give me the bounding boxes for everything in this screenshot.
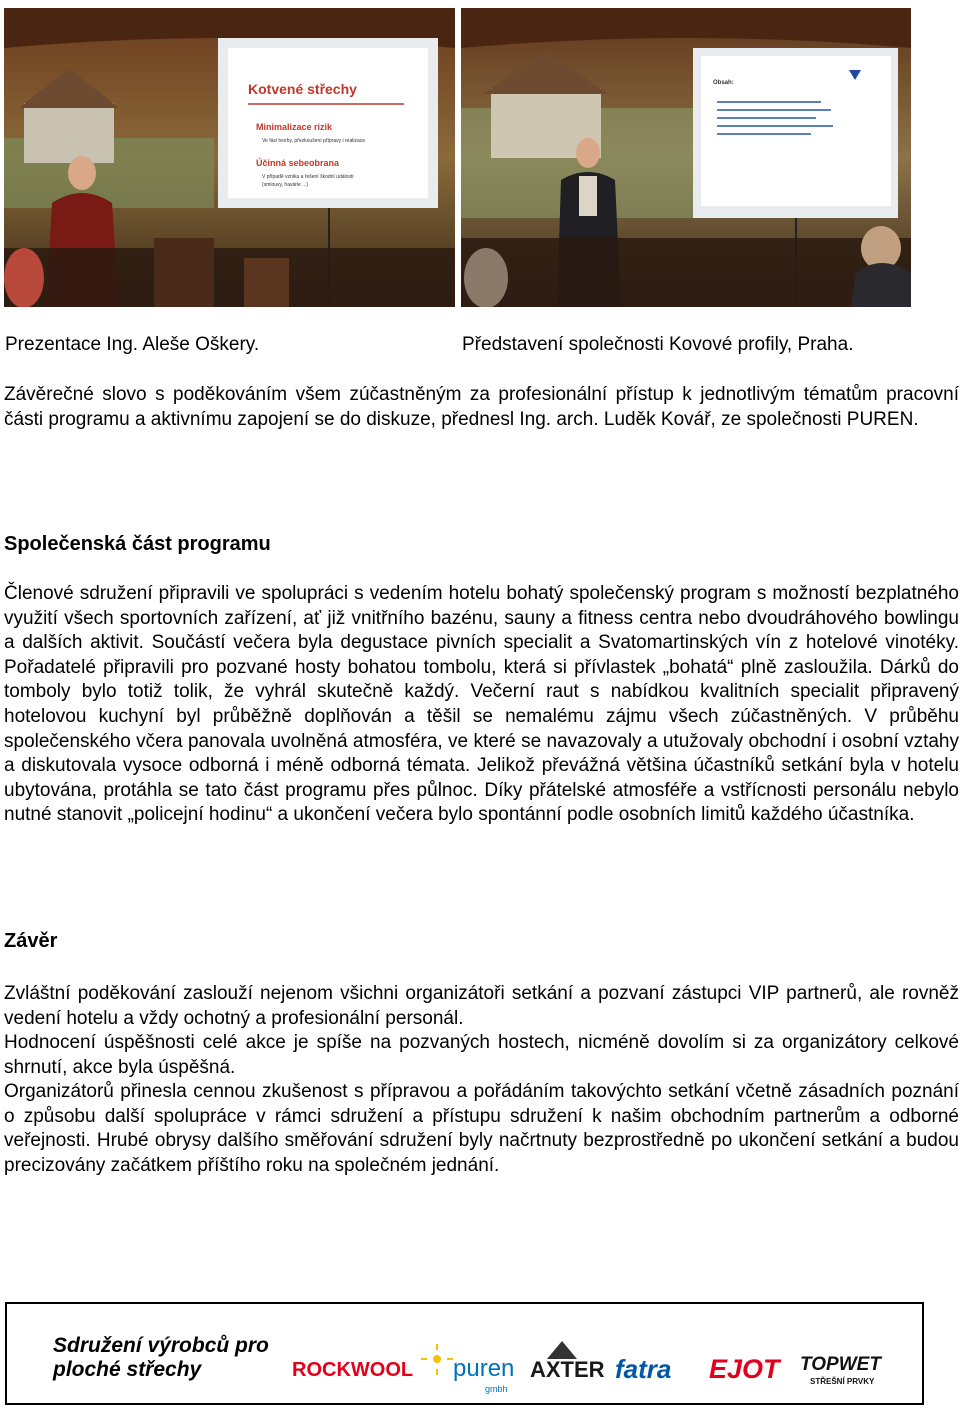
presentation-photo-left-image (4, 8, 455, 307)
slide-note-2: V případě vzniku a řešení škodní události (262, 174, 354, 180)
topwet-logo (800, 1354, 882, 1386)
conclusion-paragraph-3: Organizátorů přinesla cennou zkušenost s přípravou a pořádáním takovýchto setkání včetně zásadních poznání o způsobu další spolupráce v rámci sdružení a přístupu sdružení k našim obchodním partnerům a odborné veřejnosti. Hrubé obrysy dalšího směřování sdružení byly načrtnuty bezprostředně po ukončení setkání a budou precizovány začátkem příštího roku na společném jednání. (4, 1081, 959, 1176)
association-logo-line-1: Sdružení výrobců pro (53, 1334, 269, 1357)
presentation-photo-right (461, 8, 911, 307)
puren-logo-sub: gmbh (485, 1384, 508, 1394)
photo-caption-right: Představení společnosti Kovové profily, Praha. (462, 334, 854, 355)
closing-speech-paragraph: Závěrečné slovo s poděkováním všem zúčastněným za profesionální přístup k jednotlivým tématům pracovní části programu a aktivnímu zapojení se do diskuze, přednesl Ing. arch. Luděk Kovář, ze společnosti PUREN. (4, 384, 959, 430)
fatra-logo: fatra (615, 1354, 672, 1384)
axter-logo (530, 1341, 605, 1382)
slide-title-left: Kotvené střechy (248, 81, 357, 97)
puren-logo (421, 1344, 514, 1394)
social-program-paragraph: Členové sdružení připravili ve spolupráci s vedením hotelu bohatý společenský program s možností bezplatného využití všech sportovních zařízení, ať již vnitřního bazénu, sauny a fitness centra nebo dvoudráhového bowlingu a dalších aktivit. Součástí večera byla degustace pivních specialit a Svatomartinských vín z hotelové vinotéky. Pořadatelé připravili pro pozvané hosty bohatou tombolu, která si přívlastek „bohatá“ plně zasloužila. Dárků do tomboly bylo totiž tolik, že vyhrál skutečně každý. Večerní raut s nabídkou kvalitních specialit připravený hotelovou kuchyní byl průběžně doplňován a těšil se nemalému zájmu všech zúčastněných. V průběhu společenského včera panovala uvolněná atmosféra, ve které se navazovaly a utužovaly obchodní i osobní vztahy a diskutovala vysoce odborná i méně odborná témata. Jelikož převážná většina účastníků setkání byla v hotelu ubytována, protáhla se tato část programu přes půlnoc. Díky přátelské atmosféře a vstřícnosti personálu nebylo nutné stanovit „policejní hodinu“ a ukončení večera bylo spontánní podle osobních limitů každého účastníka. (4, 583, 959, 826)
conclusion-heading: Závěr (4, 930, 58, 952)
photo-caption-left: Prezentace Ing. Aleše Oškery. (5, 334, 260, 355)
presentation-photo-right-image (461, 8, 911, 307)
presentation-photo-left (4, 8, 455, 307)
association-logo-line-2: ploché střechy (53, 1358, 202, 1381)
slide-note-3: (smlouvy, havárie ...) (262, 182, 309, 188)
axter-logo-text: AXTER (530, 1357, 605, 1382)
slide-title-right: Obsah: (713, 80, 734, 86)
conclusion-paragraph-2: Hodnocení úspěšnosti celé akce je spíše na pozvaných hostech, nicméně dovolím si za organizátory celkové shrnutí, akce byla úspěšná. (4, 1032, 959, 1078)
rockwool-logo: ROCKWOOL (292, 1359, 414, 1381)
slide-item-2: Účinná sebeobrana (256, 158, 340, 168)
conclusion-paragraph-1: Zvláštní poděkování zaslouží nejenom všichni organizátoři setkání a pozvaní zástupci VIP partnerů, ale rovněž vedení hotelu a vždy ochotný a profesionální personál. (4, 983, 959, 1029)
social-program-heading: Společenská část programu (4, 533, 271, 555)
ejot-logo: EJOT (709, 1354, 780, 1384)
slide-note-1: Ve fázi tvorby, přezkoušení přípravy i realizace (262, 138, 366, 144)
partner-logos (7, 1304, 922, 1403)
puren-logo-text: puren (453, 1355, 515, 1382)
topwet-logo-sub: STŘEŠNÍ PRVKY (810, 1377, 875, 1386)
slide-item-1: Minimalizace rizik (256, 122, 333, 132)
topwet-logo-text: TOPWET (800, 1354, 881, 1375)
partner-logos-banner (5, 1302, 924, 1405)
